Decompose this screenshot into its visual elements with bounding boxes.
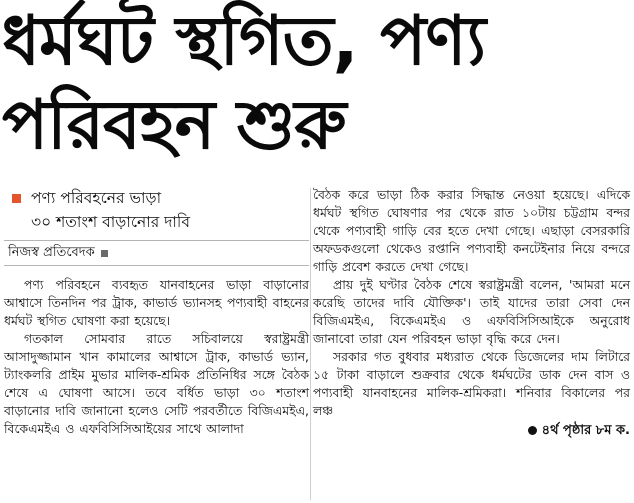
byline-rule xyxy=(4,265,309,266)
continuation-text: ৪র্থ পৃষ্ঠার ৮ম ক. xyxy=(541,423,630,438)
headline-line-1: ধর্মঘট স্থগিত, পণ্য xyxy=(2,2,486,81)
body-paragraph: পণ্য পরিবহনে ব্যবহৃত যানবাহনের ভাড়া বাড়ানোর আশ্বাসে তিনদিন পর ট্রাক, কাভার্ড ভ্যানসহ পণ্যবাহী বাহনের ধর্মঘট স্থগিত ঘোষণা করা হয়েছে। xyxy=(4,277,309,328)
byline xyxy=(8,243,309,263)
headline-line-2: পরিবহন শুরু xyxy=(2,86,346,165)
byline-text: নিজস্ব প্রতিবেদক xyxy=(8,245,95,260)
body-paragraph: বৈঠক করে ভাড়া ঠিক করার সিদ্ধান্ত নেওয়া হয়েছে। এদিকে ধর্মঘট স্থগিত ঘোষণার পর থেকে রাত ১০টায় চট্টগ্রাম বন্দর থেকে পণ্যবাহী গাড়ি বের হতে দেখা গেছে। এছাড়া বেসরকারি অফডকগুলো থেকেও রপ্তানি পণ্যবাহী কনটেইনার নিয়ে বন্দরে গাড়ি প্রবেশ করতে দেখা গেছে। xyxy=(313,187,630,274)
body-paragraph: সরকার গত বুধবার মধ্যরাত থেকে ডিজেলের দাম লিটারে ১৫ টাকা বাড়ালে শুক্রবার থেকে ধর্মঘটের ডাক দেন বাস ও পণ্যবাহী যানবাহনের মালিক-শ্রমিকরা। শনিবার বিকালের পর লঞ্চ xyxy=(313,349,630,418)
bullet-dot-icon xyxy=(528,426,537,435)
subheadline-line-1: পণ্য পরিবহনের ভাড়া xyxy=(31,189,162,207)
headline xyxy=(2,0,632,168)
body-paragraph: গতকাল সোমবার রাতে সচিবালয়ে স্বরাষ্ট্রমন্ত্রী আসাদুজ্জামান খান কামালের আশ্বাসে ট্রাক, কাভার্ড ভ্যান, ট্যাংকলরি প্রাইম মুভার মালিক-শ্রমিক প্রতিনিধির সঙ্গে বৈঠক শেষে এ ঘোষণা আসে। তবে বর্ধিত ভাড়া ৩০ শতাংশ বাড়ানোর দাবি জানানো হলেও সেটি পরবর্তীতে বিজিএমইএ, বিকেএমইএ ও এফবিসিসিআইয়ের সাথে আলাদা xyxy=(4,331,309,436)
right-column xyxy=(313,186,630,440)
body-paragraph: প্রায় দুই ঘণ্টার বৈঠক শেষে স্বরাষ্ট্রমন্ত্রী বলেন, 'আমরা মনে করেছি তাদের দাবি যৌক্তিক'। তাই যাদের তারা সেবা দেন বিজিএমইএ, বিকেএমইএ ও এফবিসিসিআইকে অনুরোধ জানাবো তারা যেন পরিবহন ভাড়া বৃদ্ধি করে দেন। xyxy=(313,277,630,346)
subheadline-rule xyxy=(4,240,309,241)
byline-square-icon xyxy=(101,250,108,257)
column-divider xyxy=(310,188,311,500)
orange-square-bullet-icon xyxy=(12,194,21,203)
subheadline-line-2: ৩০ শতাংশ বাড়ানোর দাবি xyxy=(31,213,190,231)
continuation-note xyxy=(313,422,630,440)
subheadline xyxy=(8,186,309,234)
left-column xyxy=(4,186,309,438)
